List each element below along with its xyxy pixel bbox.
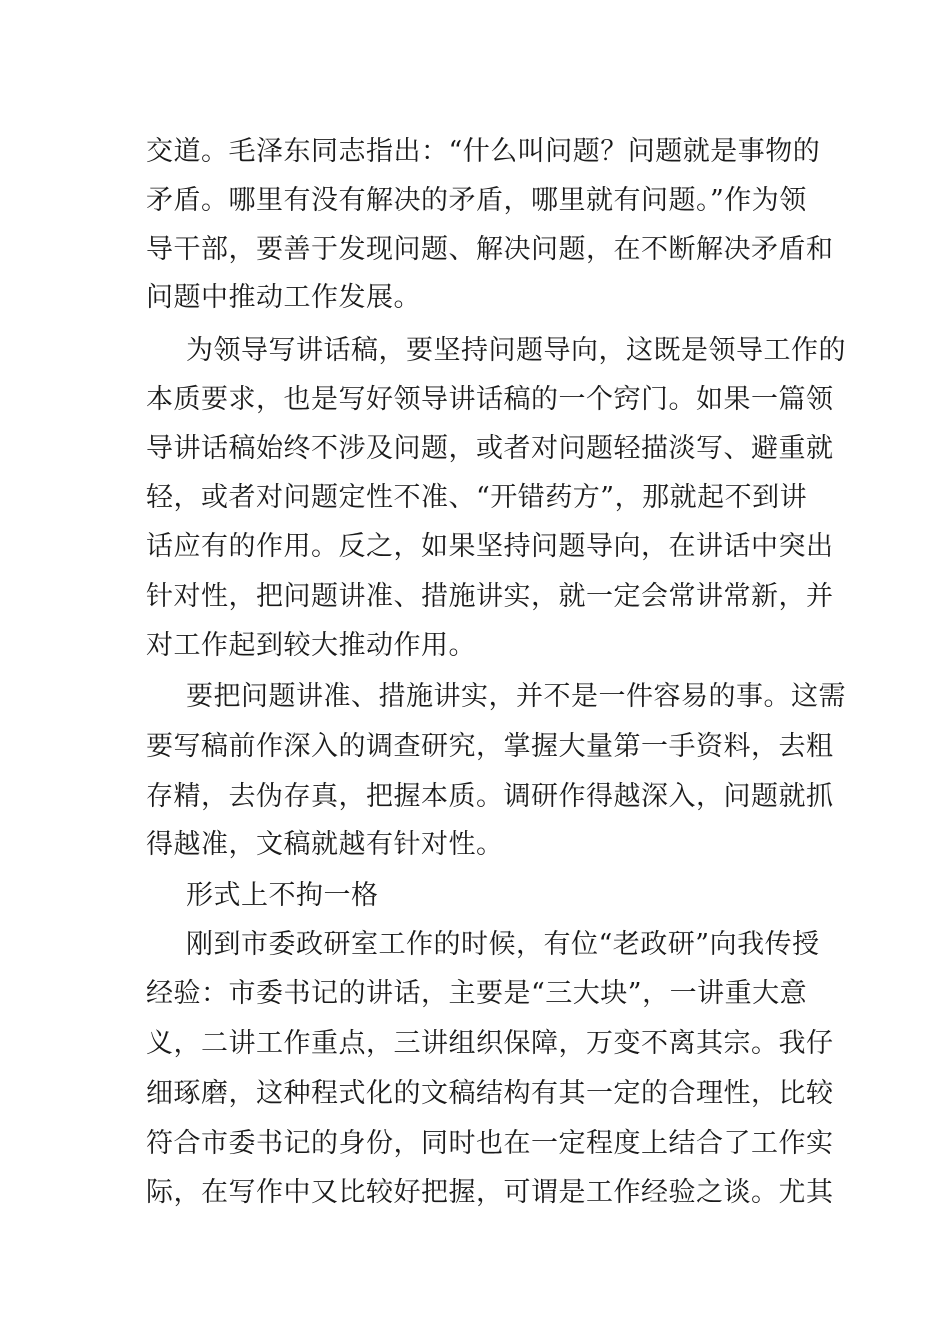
text-line: 要把问题讲准、措施讲实，并不是一件容易的事。这需 <box>186 681 846 712</box>
text-line: 导干部，要善于发现问题、解决问题，在不断解决矛盾和 <box>146 234 834 265</box>
text-line: 矛盾。哪里有没有解决的矛盾，哪里就有问题。”作为领 <box>146 185 807 216</box>
text-line: 导讲话稿始终不涉及问题，或者对问题轻描淡写、避重就 <box>146 433 834 464</box>
text-line: 针对性，把问题讲准、措施讲实，就一定会常讲常新，并 <box>146 581 834 612</box>
text-line: 义，二讲工作重点，三讲组织保障，万变不离其宗。我仔 <box>146 1028 834 1059</box>
section-heading: 形式上不拘一格 <box>186 880 379 911</box>
text-line: 要写稿前作深入的调查研究，掌握大量第一手资料，去粗 <box>146 731 834 762</box>
text-line: 得越准，文稿就越有针对性。 <box>146 829 504 860</box>
text-line: 本质要求，也是写好领导讲话稿的一个窍门。如果一篇领 <box>146 384 834 415</box>
text-line: 存精，去伪存真，把握本质。调研作得越深入，问题就抓 <box>146 781 834 812</box>
text-line: 对工作起到较大推动作用。 <box>146 630 476 661</box>
text-line: 符合市委书记的身份，同时也在一定程度上结合了工作实 <box>146 1128 834 1159</box>
text-line: 为领导写讲话稿，要坚持问题导向，这既是领导工作的 <box>186 335 846 366</box>
text-line: 细琢磨，这种程式化的文稿结构有其一定的合理性，比较 <box>146 1078 834 1109</box>
text-line: 轻，或者对问题定性不准、“开错药方”，那就起不到讲 <box>146 482 808 513</box>
text-line: 际，在写作中又比较好把握，可谓是工作经验之谈。尤其 <box>146 1177 834 1208</box>
text-line: 交道。毛泽东同志指出：“什么叫问题？问题就是事物的 <box>146 136 821 167</box>
text-line: 问题中推动工作发展。 <box>146 282 421 313</box>
text-line: 刚到市委政研室工作的时候，有位“老政研”向我传授 <box>186 929 820 960</box>
text-line: 话应有的作用。反之，如果坚持问题导向，在讲话中突出 <box>146 531 834 562</box>
text-line: 经验：市委书记的讲话，主要是“三大块”，一讲重大意 <box>146 978 808 1009</box>
